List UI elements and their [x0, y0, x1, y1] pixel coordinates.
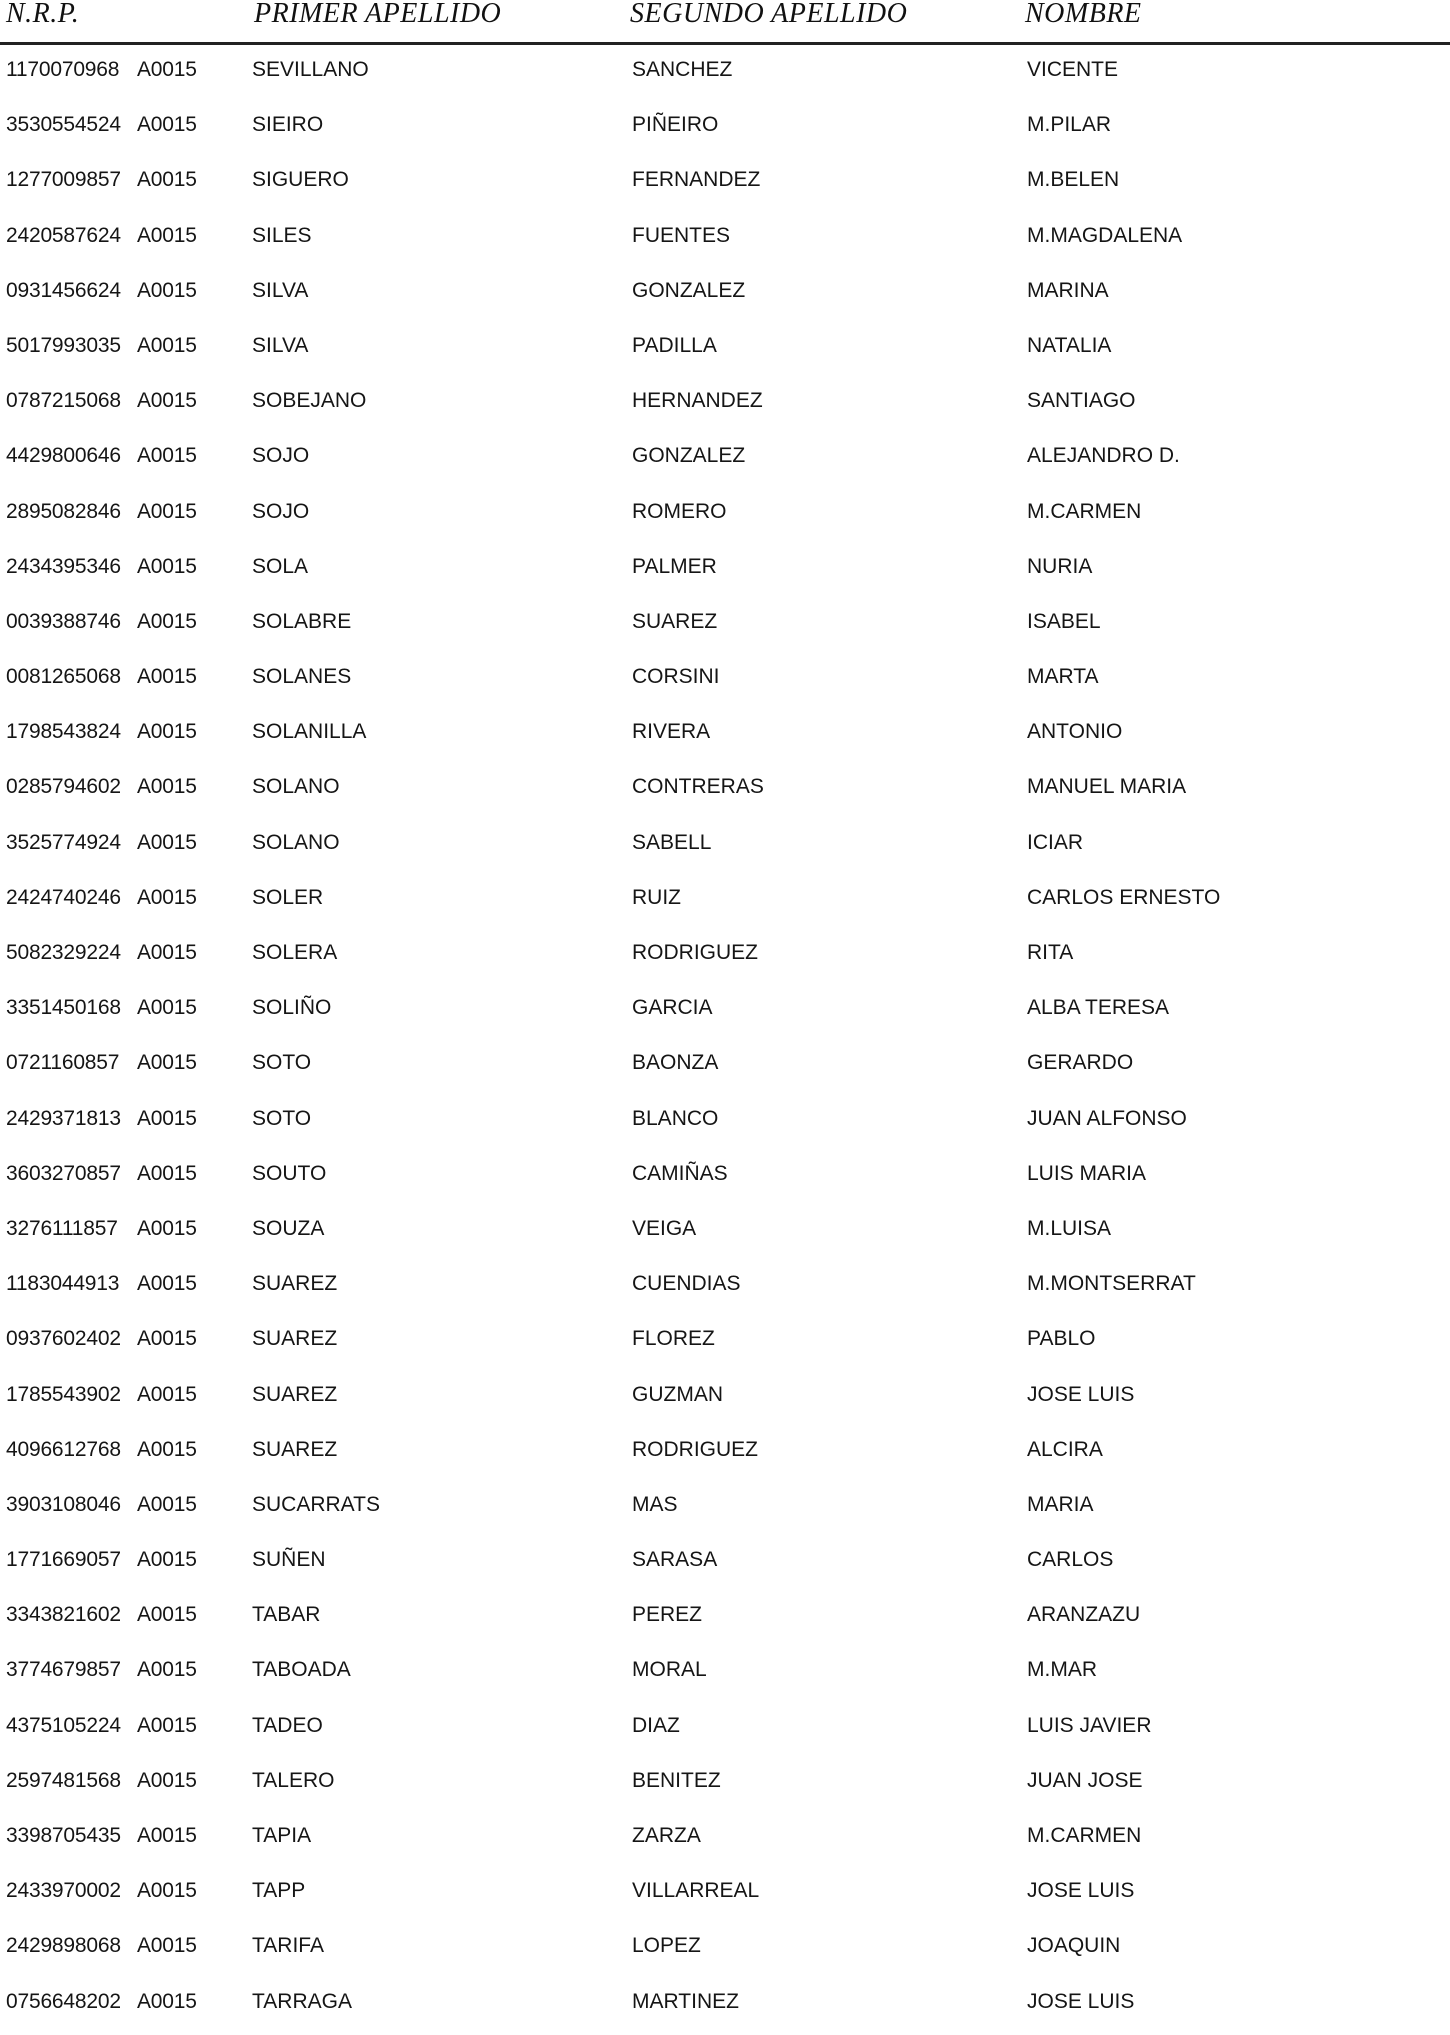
table-row [0, 1041, 1450, 1096]
cell-primer-apellido: SOTO [252, 1051, 312, 1075]
table-row [0, 103, 1450, 158]
table-row [0, 931, 1450, 986]
cell-segundo-apellido: RIVERA [632, 720, 711, 744]
cell-primer-apellido: SOLIÑO [252, 996, 332, 1020]
cell-nrp: 2429898068 [6, 1934, 121, 1958]
cell-segundo-apellido: MAS [632, 1492, 678, 1516]
cell-segundo-apellido: CORSINI [632, 665, 720, 689]
header-nombre: NOMBRE [1025, 0, 1142, 29]
cell-code: A0015 [137, 1934, 197, 1958]
cell-code: A0015 [137, 1603, 197, 1627]
cell-code: A0015 [137, 554, 197, 578]
cell-nrp: 2420587624 [6, 223, 121, 247]
cell-nrp: 0756648202 [6, 1989, 121, 2013]
cell-nrp: 0931456624 [6, 278, 121, 302]
cell-nombre: NATALIA [1027, 333, 1112, 357]
cell-segundo-apellido: HERNANDEZ [632, 389, 763, 413]
cell-primer-apellido: SOLANO [252, 775, 340, 799]
cell-nrp: 1785543902 [6, 1382, 121, 1406]
table-row [0, 1262, 1450, 1317]
cell-nombre: M.MAR [1027, 1658, 1097, 1682]
cell-nrp: 3343821602 [6, 1603, 121, 1627]
cell-nrp: 2424740246 [6, 885, 121, 909]
table-row [0, 1814, 1450, 1869]
table-row [0, 986, 1450, 1041]
cell-nombre: ISABEL [1027, 609, 1101, 633]
cell-nrp: 3603270857 [6, 1161, 121, 1185]
cell-primer-apellido: SOBEJANO [252, 389, 367, 413]
table-header [0, 0, 1450, 45]
cell-code: A0015 [137, 444, 197, 468]
cell-segundo-apellido: FERNANDEZ [632, 168, 761, 192]
cell-code: A0015 [137, 1216, 197, 1240]
cell-nombre: NURIA [1027, 554, 1093, 578]
table-body [0, 48, 1450, 2035]
cell-segundo-apellido: GARCIA [632, 996, 713, 1020]
cell-primer-apellido: SIGUERO [252, 168, 349, 192]
cell-primer-apellido: SOLA [252, 554, 309, 578]
cell-nrp: 2429371813 [6, 1106, 121, 1130]
table-row [0, 1648, 1450, 1703]
cell-code: A0015 [137, 1437, 197, 1461]
table-row [0, 1593, 1450, 1648]
cell-nombre: CARLOS ERNESTO [1027, 885, 1221, 909]
cell-code: A0015 [137, 168, 197, 192]
cell-segundo-apellido: RODRIGUEZ [632, 941, 758, 964]
cell-nrp: 1798543824 [6, 720, 121, 744]
cell-segundo-apellido: ROMERO [632, 499, 727, 523]
table-row [0, 1759, 1450, 1814]
cell-nombre: M.MAGDALENA [1027, 223, 1183, 247]
table-row [0, 545, 1450, 600]
cell-segundo-apellido: PALMER [632, 554, 717, 578]
cell-nrp: 5082329224 [6, 941, 121, 964]
cell-nrp: 0081265068 [6, 665, 121, 689]
cell-nombre: ALCIRA [1027, 1437, 1103, 1461]
table-row [0, 379, 1450, 434]
cell-primer-apellido: SOLANES [252, 665, 352, 689]
cell-code: A0015 [137, 1492, 197, 1516]
table-row [0, 1207, 1450, 1262]
cell-segundo-apellido: CAMIÑAS [632, 1161, 728, 1185]
cell-nombre: M.LUISA [1027, 1216, 1112, 1240]
cell-segundo-apellido: MORAL [632, 1658, 707, 1682]
table-row [0, 1317, 1450, 1372]
cell-code: A0015 [137, 1713, 197, 1737]
cell-segundo-apellido: PEREZ [632, 1603, 703, 1627]
cell-code: A0015 [137, 1658, 197, 1682]
cell-segundo-apellido: SUAREZ [632, 609, 718, 633]
cell-code: A0015 [137, 1272, 197, 1296]
cell-nombre: MANUEL MARIA [1027, 775, 1187, 799]
cell-code: A0015 [137, 1106, 197, 1130]
cell-nombre: JUAN JOSE [1027, 1768, 1143, 1792]
cell-nrp: 0937602402 [6, 1327, 121, 1351]
cell-nrp: 3774679857 [6, 1658, 121, 1682]
table-row [0, 1483, 1450, 1538]
cell-code: A0015 [137, 278, 197, 302]
cell-primer-apellido: TARRAGA [252, 1989, 352, 2013]
cell-nombre: M.BELEN [1027, 168, 1120, 192]
cell-nrp: 1771669057 [6, 1548, 121, 1572]
cell-nombre: ARANZAZU [1027, 1603, 1141, 1627]
table-row [0, 655, 1450, 710]
cell-segundo-apellido: RODRIGUEZ [632, 1437, 758, 1461]
cell-nombre: M.CARMEN [1027, 1824, 1142, 1847]
cell-primer-apellido: TAPIA [252, 1824, 312, 1847]
table-row [0, 214, 1450, 269]
cell-code: A0015 [137, 720, 197, 744]
cell-primer-apellido: TADEO [252, 1713, 323, 1737]
cell-nombre: JOAQUIN [1027, 1934, 1121, 1958]
table-row [0, 1538, 1450, 1593]
cell-segundo-apellido: VILLARREAL [632, 1879, 760, 1903]
cell-code: A0015 [137, 1161, 197, 1185]
cell-nombre: ICIAR [1027, 830, 1084, 854]
cell-segundo-apellido: PIÑEIRO [632, 113, 719, 137]
cell-nrp: 2895082846 [6, 499, 121, 523]
cell-segundo-apellido: GONZALEZ [632, 278, 746, 302]
cell-primer-apellido: SUAREZ [252, 1437, 338, 1461]
table-row [0, 490, 1450, 545]
cell-nombre: JUAN ALFONSO [1027, 1106, 1187, 1130]
cell-code: A0015 [137, 1768, 197, 1792]
table-row [0, 1980, 1450, 2035]
cell-primer-apellido: SILES [252, 223, 312, 247]
cell-segundo-apellido: CONTRERAS [632, 775, 764, 799]
cell-segundo-apellido: SARASA [632, 1548, 718, 1572]
cell-nombre: VICENTE [1027, 58, 1119, 81]
cell-nrp: 3276111857 [6, 1216, 118, 1240]
cell-nombre: LUIS JAVIER [1027, 1713, 1152, 1737]
table-row [0, 1152, 1450, 1207]
cell-code: A0015 [137, 499, 197, 523]
cell-code: A0015 [137, 1879, 197, 1903]
cell-nombre: ALBA TERESA [1027, 996, 1170, 1020]
cell-nrp: 0285794602 [6, 775, 121, 799]
cell-nrp: 3903108046 [6, 1492, 121, 1516]
table-row [0, 1373, 1450, 1428]
cell-code: A0015 [137, 830, 197, 854]
cell-nrp: 3530554524 [6, 113, 121, 137]
cell-code: A0015 [137, 1051, 197, 1075]
cell-nombre: MARINA [1027, 278, 1109, 302]
header-primer-apellido: PRIMER APELLIDO [254, 0, 502, 29]
cell-code: A0015 [137, 885, 197, 909]
cell-segundo-apellido: FUENTES [632, 223, 731, 247]
cell-code: A0015 [137, 941, 197, 964]
cell-code: A0015 [137, 1989, 197, 2013]
table-row [0, 1869, 1450, 1924]
cell-nombre: SANTIAGO [1027, 389, 1136, 413]
cell-segundo-apellido: ZARZA [632, 1824, 701, 1847]
cell-primer-apellido: SOJO [252, 499, 310, 523]
cell-primer-apellido: SOJO [252, 444, 310, 468]
cell-nrp: 2433970002 [6, 1879, 121, 1903]
cell-nombre: M.MONTSERRAT [1027, 1272, 1196, 1296]
cell-primer-apellido: SOLER [252, 885, 324, 909]
cell-nombre: CARLOS [1027, 1548, 1114, 1572]
cell-nombre: MARTA [1027, 665, 1099, 689]
cell-segundo-apellido: BAONZA [632, 1051, 719, 1075]
table-row [0, 48, 1450, 103]
cell-primer-apellido: TABAR [252, 1603, 321, 1627]
table-row [0, 1428, 1450, 1483]
cell-code: A0015 [137, 1824, 197, 1847]
cell-nombre: MARIA [1027, 1492, 1094, 1516]
cell-segundo-apellido: PADILLA [632, 333, 717, 357]
cell-nrp: 5017993035 [6, 333, 121, 357]
cell-segundo-apellido: SANCHEZ [632, 58, 733, 81]
cell-nrp: 0721160857 [6, 1051, 120, 1075]
cell-nombre: RITA [1027, 941, 1074, 964]
cell-code: A0015 [137, 1548, 197, 1572]
cell-nrp: 3525774924 [6, 830, 121, 854]
cell-primer-apellido: SILVA [252, 278, 309, 302]
cell-segundo-apellido: VEIGA [632, 1216, 697, 1240]
cell-nombre: M.CARMEN [1027, 499, 1142, 523]
cell-code: A0015 [137, 223, 197, 247]
cell-segundo-apellido: GONZALEZ [632, 444, 746, 468]
cell-code: A0015 [137, 609, 197, 633]
table-row [0, 1924, 1450, 1979]
cell-nombre: ANTONIO [1027, 720, 1123, 744]
cell-code: A0015 [137, 996, 197, 1020]
cell-nombre: JOSE LUIS [1027, 1989, 1135, 2013]
cell-nombre: PABLO [1027, 1327, 1096, 1351]
cell-nrp: 3398705435 [6, 1824, 121, 1847]
table-row [0, 710, 1450, 765]
cell-primer-apellido: SOTO [252, 1106, 312, 1130]
cell-code: A0015 [137, 775, 197, 799]
cell-code: A0015 [137, 1382, 197, 1406]
cell-nombre: ALEJANDRO D. [1027, 444, 1180, 468]
cell-nrp: 1170070968 [6, 58, 120, 81]
cell-nombre: GERARDO [1027, 1051, 1134, 1075]
cell-code: A0015 [137, 665, 197, 689]
cell-code: A0015 [137, 113, 197, 137]
cell-segundo-apellido: DIAZ [632, 1713, 680, 1737]
cell-primer-apellido: SOLANILLA [252, 720, 367, 744]
cell-code: A0015 [137, 389, 197, 413]
cell-primer-apellido: SUAREZ [252, 1272, 338, 1296]
header-nrp: N.R.P. [6, 0, 80, 29]
table-row [0, 600, 1450, 655]
cell-nrp: 0039388746 [6, 609, 121, 633]
table-row [0, 324, 1450, 379]
table-row [0, 269, 1450, 324]
cell-segundo-apellido: GUZMAN [632, 1382, 723, 1406]
cell-segundo-apellido: CUENDIAS [632, 1272, 741, 1296]
cell-primer-apellido: TABOADA [252, 1658, 351, 1682]
cell-primer-apellido: TARIFA [252, 1934, 324, 1958]
cell-primer-apellido: SUÑEN [252, 1548, 326, 1572]
cell-nombre: JOSE LUIS [1027, 1382, 1135, 1406]
table-row [0, 1097, 1450, 1152]
cell-nrp: 4429800646 [6, 444, 121, 468]
cell-code: A0015 [137, 333, 197, 357]
table-row [0, 821, 1450, 876]
table-row [0, 765, 1450, 820]
cell-nombre: JOSE LUIS [1027, 1879, 1135, 1903]
cell-primer-apellido: TAPP [252, 1879, 306, 1903]
cell-nrp: 4375105224 [6, 1713, 121, 1737]
cell-primer-apellido: SUCARRATS [252, 1492, 380, 1516]
table-row [0, 876, 1450, 931]
cell-code: A0015 [137, 58, 197, 81]
table-row [0, 434, 1450, 489]
cell-nrp: 2597481568 [6, 1768, 121, 1792]
cell-primer-apellido: SIEIRO [252, 113, 324, 137]
cell-segundo-apellido: FLOREZ [632, 1327, 715, 1351]
cell-primer-apellido: TALERO [252, 1768, 335, 1792]
cell-segundo-apellido: BENITEZ [632, 1768, 721, 1792]
cell-nombre: M.PILAR [1027, 113, 1112, 137]
cell-nombre: LUIS MARIA [1027, 1161, 1147, 1185]
cell-code: A0015 [137, 1327, 197, 1351]
cell-primer-apellido: SEVILLANO [252, 58, 369, 81]
table-row [0, 1704, 1450, 1759]
cell-primer-apellido: SOLERA [252, 941, 338, 964]
cell-primer-apellido: SILVA [252, 333, 309, 357]
cell-nrp: 4096612768 [6, 1437, 121, 1461]
header-segundo-apellido: SEGUNDO APELLIDO [630, 0, 908, 29]
cell-segundo-apellido: RUIZ [632, 885, 681, 909]
table-row [0, 158, 1450, 213]
cell-primer-apellido: SUAREZ [252, 1327, 338, 1351]
cell-primer-apellido: SOLABRE [252, 609, 352, 633]
cell-segundo-apellido: SABELL [632, 830, 712, 854]
cell-primer-apellido: SOUZA [252, 1216, 325, 1240]
cell-nrp: 0787215068 [6, 389, 121, 413]
cell-nrp: 1183044913 [6, 1272, 120, 1296]
cell-nrp: 3351450168 [6, 996, 121, 1020]
cell-nrp: 2434395346 [6, 554, 121, 578]
cell-nrp: 1277009857 [6, 168, 121, 192]
cell-segundo-apellido: BLANCO [632, 1106, 719, 1130]
cell-primer-apellido: SUAREZ [252, 1382, 338, 1406]
cell-segundo-apellido: MARTINEZ [632, 1989, 739, 2013]
cell-primer-apellido: SOUTO [252, 1161, 327, 1185]
cell-primer-apellido: SOLANO [252, 830, 340, 854]
cell-segundo-apellido: LOPEZ [632, 1934, 701, 1958]
